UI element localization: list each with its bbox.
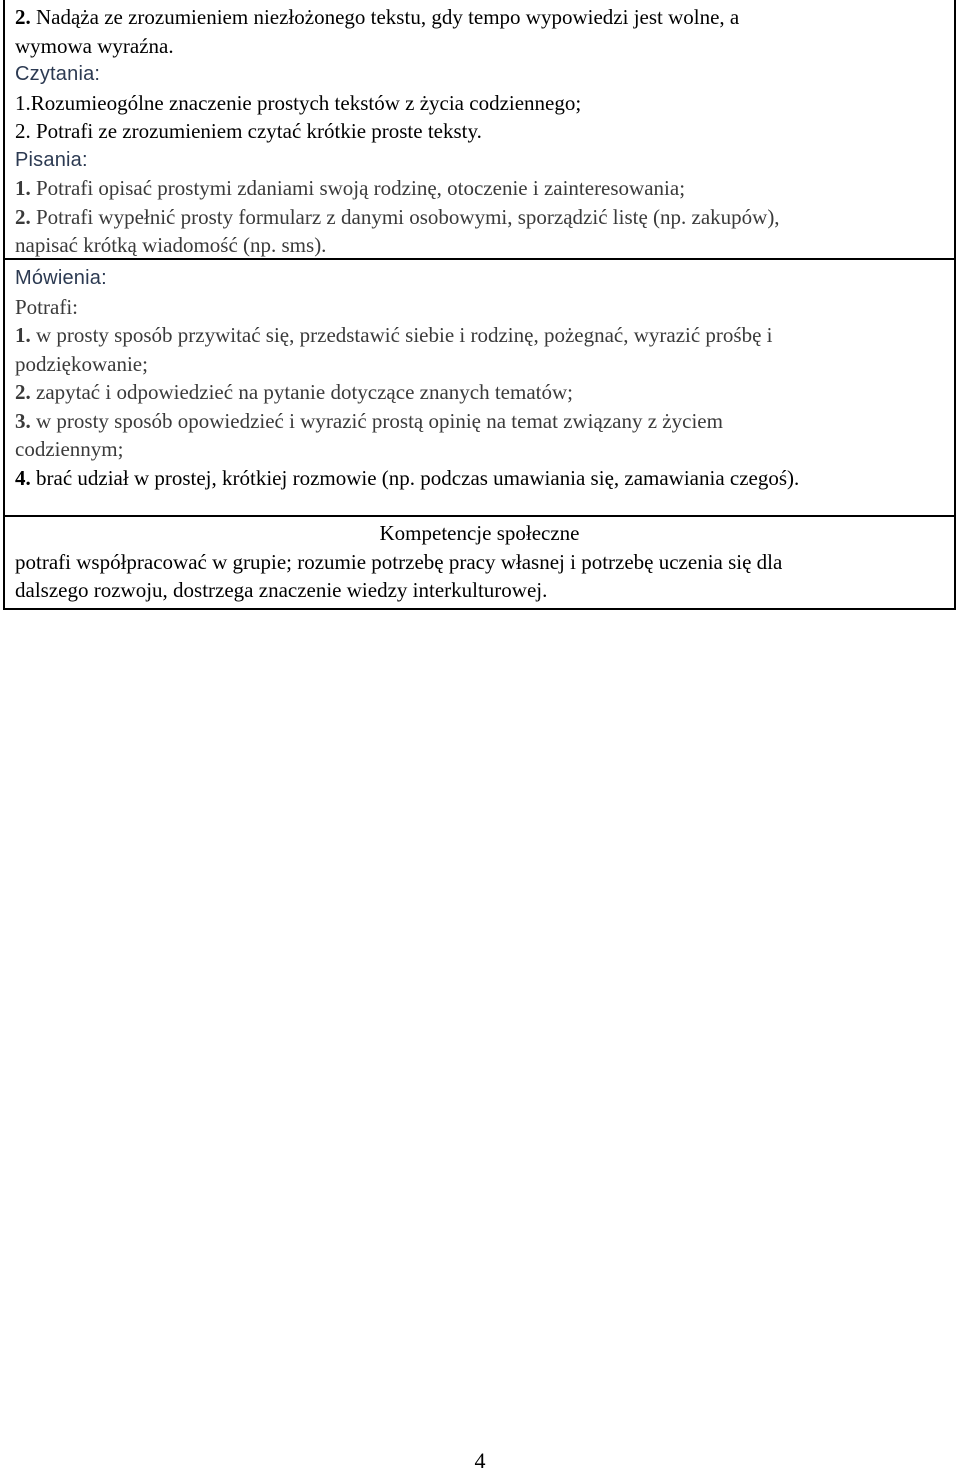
- item-number: 4.: [15, 465, 31, 490]
- listening-item-2-line1: 2. Nadąża ze zrozumieniem niezłożonego tekstu, gdy tempo wypowiedzi jest wolne, a: [15, 5, 740, 29]
- writing-item-2-line1: 2. Potrafi wypełnić prosty formularz z danymi osobowymi, sporządzić listę (np. zakupów),: [15, 204, 780, 229]
- speaking-item-4: 4. brać udział w prostej, krótkiej rozmowie (np. podczas umawiania się, zamawiania czegoś).: [15, 465, 800, 490]
- speaking-item-1-line1: 1. w prosty sposób przywitać się, przedstawić siebie i rodzinę, pożegnać, wyrazić prośbę i: [15, 323, 773, 347]
- reading-item-2: 2. Potrafi ze zrozumieniem czytać krótkie proste teksty.: [15, 119, 482, 143]
- item-number: 2.: [15, 5, 31, 29]
- page-number: 4: [474, 1448, 486, 1473]
- writing-item-1: 1. Potrafi opisać prostymi zdaniami swoją rodzinę, otoczenie i zainteresowania;: [15, 176, 686, 200]
- speaking-intro: Potrafi:: [15, 294, 78, 319]
- item-number: 2.: [15, 380, 31, 404]
- outcomes-table: [3, 0, 956, 610]
- item-number: 1.: [15, 176, 31, 200]
- social-competences-line1: potrafi współpracować w grupie; rozumie potrzebę pracy własnej i potrzebę uczenia się dla: [15, 549, 783, 574]
- item-number: 3.: [15, 408, 31, 433]
- item-number: 1.: [15, 323, 31, 347]
- writing-item-2-line2: napisać krótką wiadomość (np. sms).: [15, 233, 327, 257]
- speaking-heading: Mówienia:: [15, 267, 107, 289]
- speaking-item-3-line2: codziennym;: [15, 437, 124, 461]
- speaking-item-2: 2. zapytać i odpowiedzieć na pytanie dotyczące znanych tematów;: [15, 380, 573, 404]
- social-competences-line2: dalszego rozwoju, dostrzega znaczenie wiedzy interkulturowej.: [15, 578, 548, 602]
- reading-heading: Czytania:: [15, 63, 101, 85]
- item-number: 2.: [15, 204, 31, 229]
- table-cell-speaking: [5, 258, 954, 515]
- listening-item-2-line2: wymowa wyraźna.: [15, 33, 174, 58]
- speaking-item-3-line1: 3. w prosty sposób opowiedzieć i wyrazić prostą opinię na temat związany z życiem: [15, 408, 723, 433]
- table-cell-social-competences: [5, 515, 954, 608]
- speaking-item-1-line2: podziękowanie;: [15, 351, 148, 376]
- social-competences-heading: Kompetencje społeczne: [379, 521, 580, 545]
- table-cell-listening-reading-writing: [5, 0, 954, 258]
- writing-heading: Pisania:: [15, 148, 88, 171]
- reading-item-1: 1.Rozumieogólne znaczenie prostych tekstów z życia codziennego;: [15, 90, 582, 115]
